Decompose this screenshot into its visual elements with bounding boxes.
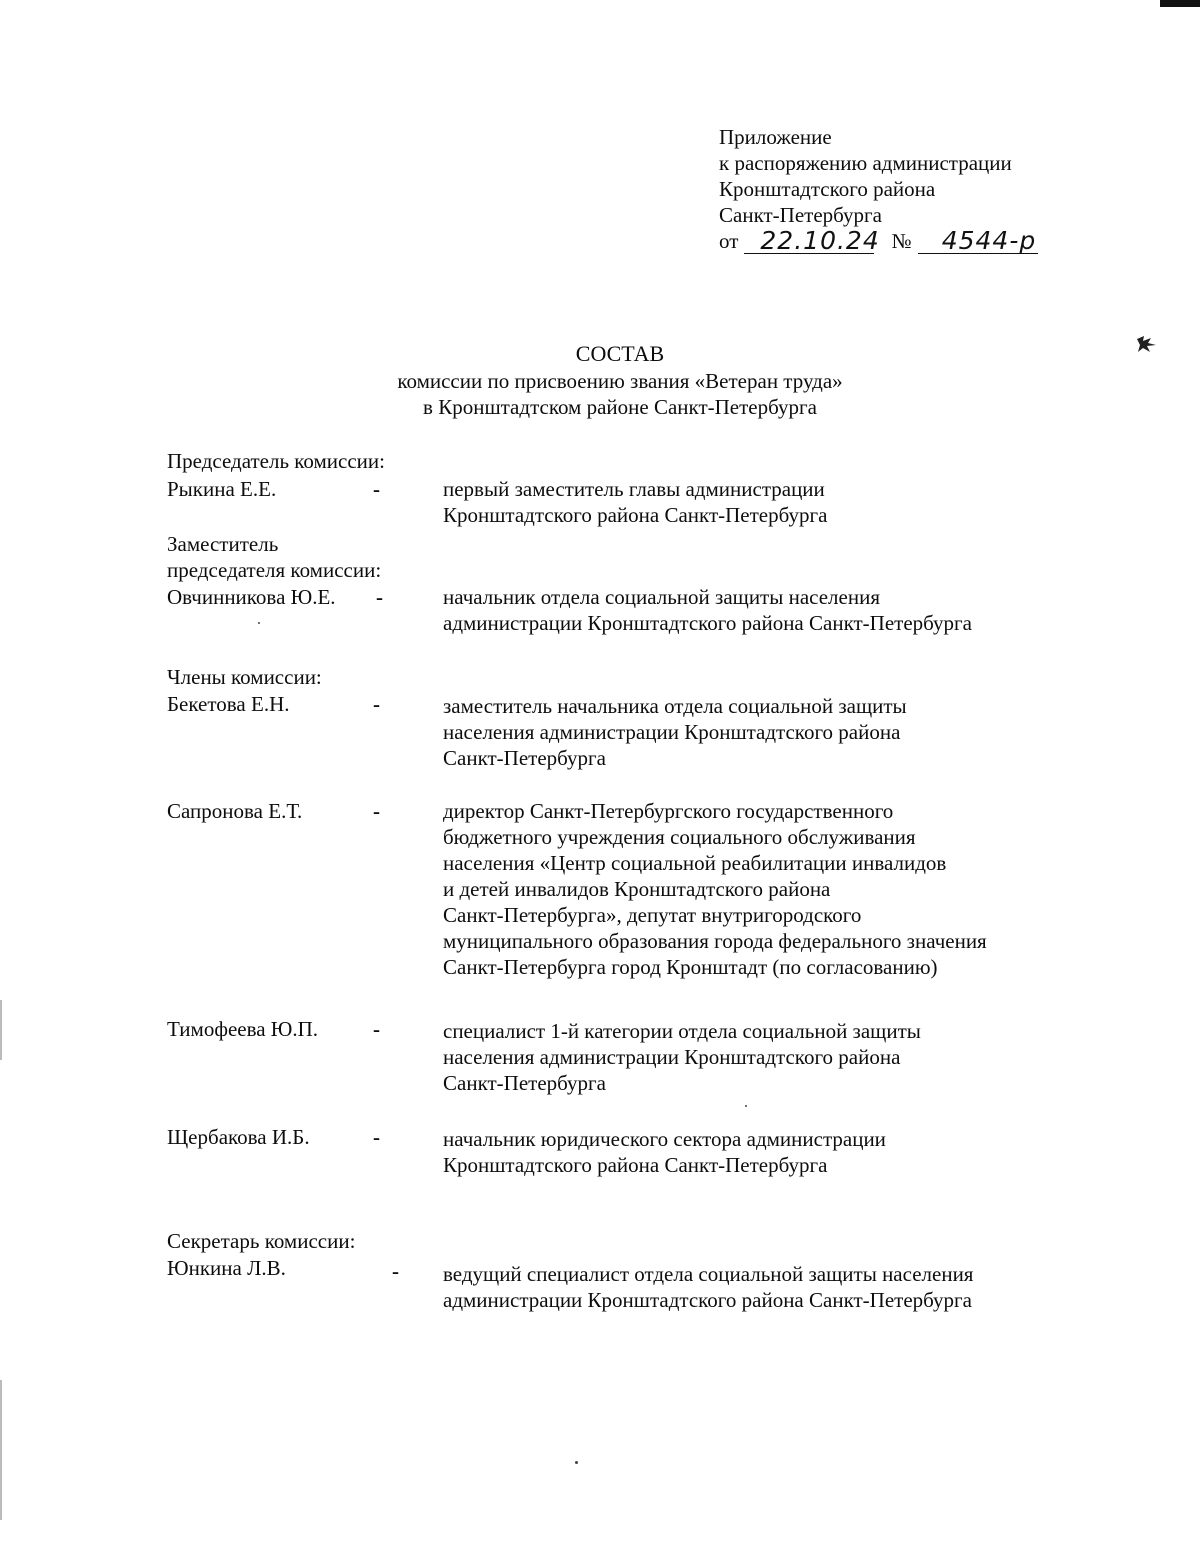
dash-separator: -: [373, 692, 380, 716]
member-position: [443, 1018, 1083, 1096]
scan-speck: [575, 1461, 578, 1464]
member-position: [443, 798, 1083, 980]
dash-separator: -: [392, 1259, 399, 1283]
position-line: населения «Центр социальной реабилитации инвалидов: [443, 851, 947, 875]
position-line: Санкт-Петербурга: [443, 746, 606, 770]
order-number-handwritten: 4544-р: [918, 229, 1038, 254]
scan-speck: [258, 622, 260, 624]
member-position: [443, 693, 1083, 771]
position-line: заместитель начальника отдела социальной защиты: [443, 694, 907, 718]
position-line: Кронштадтского района Санкт-Петербурга: [443, 503, 828, 527]
position-line: начальник отдела социальной защиты населения: [443, 585, 880, 609]
position-line: директор Санкт-Петербургского государственного: [443, 799, 894, 823]
position-line: Санкт-Петербурга: [443, 1071, 606, 1095]
dash-separator: -: [376, 585, 383, 609]
dash-separator: -: [373, 799, 380, 823]
position-line: администрации Кронштадтского района Санкт-Петербурга: [443, 611, 972, 635]
position-line: администрации Кронштадтского района Санкт-Петербурга: [443, 1288, 972, 1312]
position-line: первый заместитель главы администрации: [443, 477, 825, 501]
order-date-handwritten: 22.10.24: [744, 229, 874, 254]
member-name: Сапронова Е.Т.: [167, 799, 303, 823]
dash-separator: -: [373, 477, 380, 501]
member-name: Щербакова И.Б.: [167, 1125, 310, 1149]
member-position: [443, 1261, 1083, 1313]
position-line: Санкт-Петербурга», депутат внутригородского: [443, 903, 862, 927]
scan-edge-mark: [1160, 0, 1200, 7]
dash-separator: -: [373, 1125, 380, 1149]
member-name: Тимофеева Ю.П.: [167, 1017, 319, 1041]
role-label: Председатель комиссии:: [167, 449, 385, 473]
position-line: Санкт-Петербурга город Кронштадт (по согласованию): [443, 955, 938, 979]
position-line: ведущий специалист отдела социальной защиты населения: [443, 1262, 974, 1286]
date-prefix: от: [719, 229, 739, 253]
appendix-line: к распоряжению администрации: [719, 151, 1012, 175]
title-subtitle: в Кронштадтском районе Санкт-Петербурга: [423, 395, 817, 419]
scan-margin-mark: [0, 1380, 2, 1520]
position-line: бюджетного учреждения социального обслуживания: [443, 825, 916, 849]
scan-margin-mark: [0, 1000, 2, 1060]
member-name: Бекетова Е.Н.: [167, 692, 290, 716]
number-prefix: №: [891, 229, 912, 253]
appendix-line: Санкт-Петербурга: [719, 203, 882, 227]
position-line: муниципального образования города федерального значения: [443, 929, 987, 953]
member-position: [443, 1126, 1083, 1178]
member-name: Овчинникова Ю.Е.: [167, 585, 336, 609]
position-line: Кронштадтского района Санкт-Петербурга: [443, 1153, 828, 1177]
member-position: [443, 584, 1083, 636]
title-subtitle: комиссии по присвоению звания «Ветеран труда»: [397, 369, 843, 393]
appendix-header: [719, 124, 1139, 260]
role-label: председателя комиссии:: [167, 558, 382, 582]
member-position: [443, 476, 1083, 528]
position-line: населения администрации Кронштадтского района: [443, 1045, 901, 1069]
member-name: Юнкина Л.В.: [167, 1256, 286, 1280]
scan-speck: [745, 1105, 747, 1107]
role-label: Члены комиссии:: [167, 665, 322, 689]
appendix-line: Кронштадтского района: [719, 177, 936, 201]
role-label: Заместитель: [167, 532, 279, 556]
appendix-title: Приложение: [719, 125, 832, 149]
dash-separator: -: [373, 1017, 380, 1041]
member-name: Рыкина Е.Е.: [167, 477, 277, 501]
document-title: [0, 340, 1200, 420]
role-label: Секретарь комиссии:: [167, 1229, 356, 1253]
title-main: СОСТАВ: [575, 341, 665, 366]
position-line: специалист 1-й категории отдела социальной защиты: [443, 1019, 921, 1043]
position-line: и детей инвалидов Кронштадтского района: [443, 877, 831, 901]
position-line: населения администрации Кронштадтского района: [443, 720, 901, 744]
position-line: начальник юридического сектора администрации: [443, 1127, 886, 1151]
order-reference: [719, 228, 1139, 260]
